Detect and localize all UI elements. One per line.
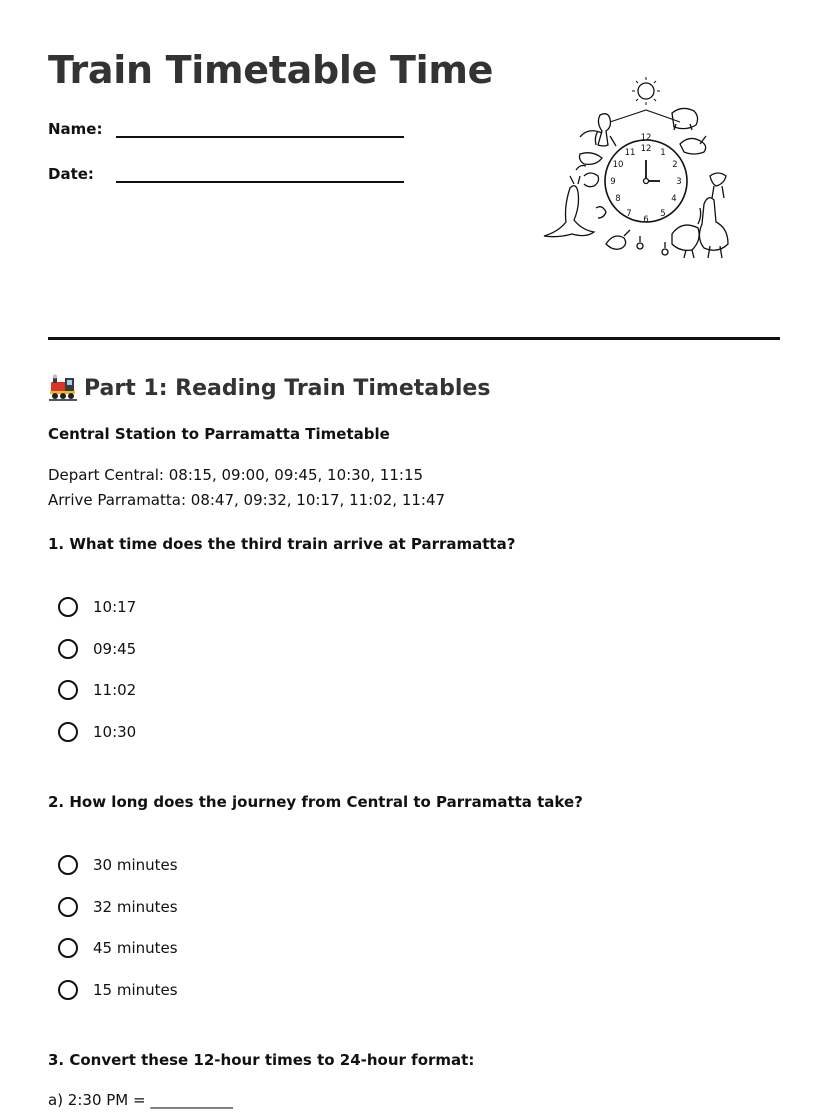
date-label: Date: xyxy=(48,165,94,183)
svg-text:3: 3 xyxy=(676,177,682,187)
svg-text:11: 11 xyxy=(624,148,636,158)
option-label: 10:30 xyxy=(93,723,137,741)
question-2-option[interactable] xyxy=(58,897,178,917)
question-1: 1. What time does the third train arrive at Parramatta? xyxy=(48,535,516,553)
section-divider xyxy=(48,337,780,340)
svg-text:8: 8 xyxy=(615,194,621,204)
worksheet-title: Train Timetable Time xyxy=(48,48,494,92)
conversion-a[interactable]: a) 2:30 PM = ___________ xyxy=(48,1091,233,1109)
radio-button[interactable] xyxy=(58,680,78,700)
svg-text:12: 12 xyxy=(640,144,652,154)
radio-button[interactable] xyxy=(58,722,78,742)
option-label: 10:17 xyxy=(93,598,137,616)
option-label: 32 minutes xyxy=(93,898,178,916)
question-1-option[interactable] xyxy=(58,639,136,659)
option-label: 11:02 xyxy=(93,681,137,699)
svg-text:5: 5 xyxy=(660,209,666,219)
radio-button[interactable] xyxy=(58,597,78,617)
question-2-option[interactable] xyxy=(58,855,178,875)
question-3: 3. Convert these 12-hour times to 24-hour format: xyxy=(48,1051,475,1069)
section-title: Part 1: Reading Train Timetables xyxy=(84,375,491,401)
date-field xyxy=(48,163,404,183)
svg-text:1: 1 xyxy=(660,148,666,158)
svg-text:7: 7 xyxy=(626,209,632,219)
question-1-option[interactable] xyxy=(58,597,136,617)
option-label: 15 minutes xyxy=(93,981,178,999)
date-line[interactable] xyxy=(116,163,404,183)
radio-button[interactable] xyxy=(58,639,78,659)
timetable-heading: Central Station to Parramatta Timetable xyxy=(48,425,390,443)
radio-button[interactable] xyxy=(58,897,78,917)
option-label: 09:45 xyxy=(93,640,137,658)
name-line[interactable] xyxy=(116,118,404,138)
radio-button[interactable] xyxy=(58,980,78,1000)
arrive-times: Arrive Parramatta: 08:47, 09:32, 10:17, 11:02, 11:47 xyxy=(48,491,446,509)
option-label: 45 minutes xyxy=(93,939,178,957)
question-1-option[interactable] xyxy=(58,722,136,742)
radio-button[interactable] xyxy=(58,938,78,958)
svg-text:4: 4 xyxy=(671,194,677,204)
svg-text:10: 10 xyxy=(612,160,624,170)
section-heading xyxy=(48,374,490,402)
radio-button[interactable] xyxy=(58,855,78,875)
option-label: 30 minutes xyxy=(93,856,178,874)
clock-animals-illustration xyxy=(540,74,740,264)
question-2-option[interactable] xyxy=(58,938,178,958)
svg-text:9: 9 xyxy=(610,177,616,187)
name-label: Name: xyxy=(48,120,103,138)
question-2-option[interactable] xyxy=(58,980,178,1000)
svg-text:12: 12 xyxy=(640,133,652,143)
svg-text:6: 6 xyxy=(643,215,649,225)
question-1-option[interactable] xyxy=(58,680,136,700)
svg-text:2: 2 xyxy=(672,160,678,170)
depart-times: Depart Central: 08:15, 09:00, 09:45, 10:30, 11:15 xyxy=(48,466,424,484)
question-2: 2. How long does the journey from Central to Parramatta take? xyxy=(48,793,583,811)
train-icon xyxy=(48,374,78,402)
name-field xyxy=(48,118,404,138)
